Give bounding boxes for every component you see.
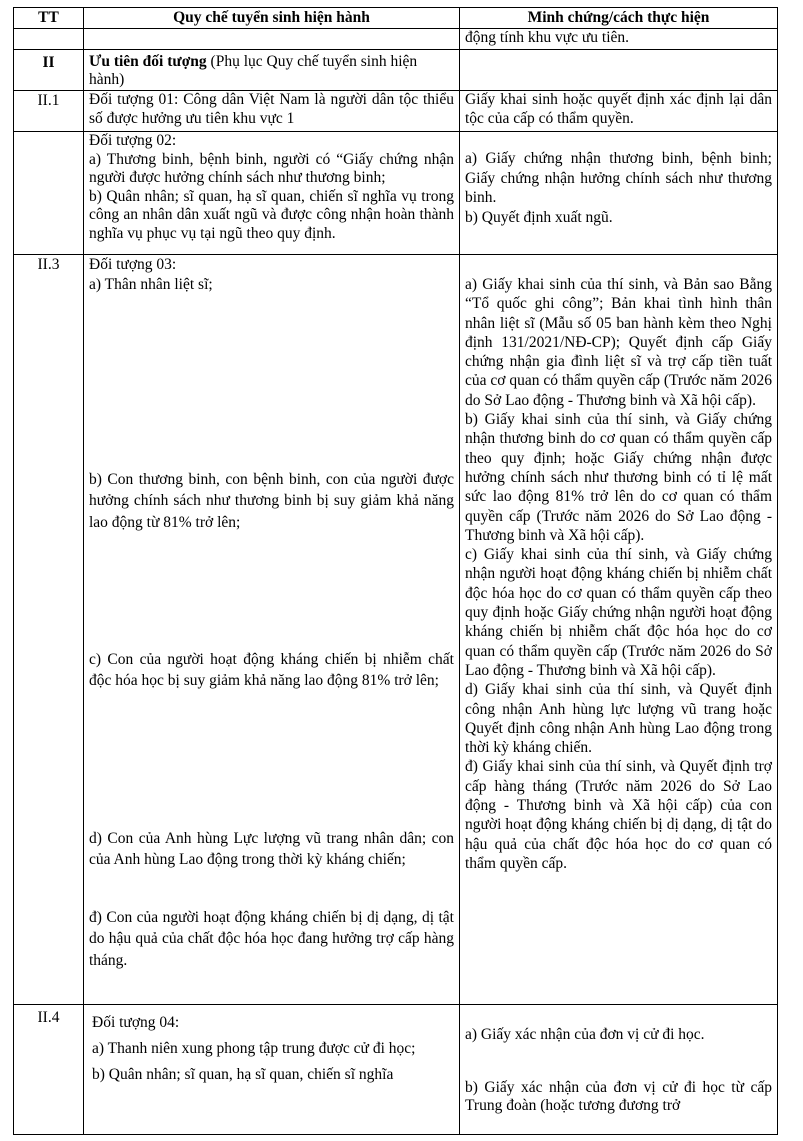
section-ii-title-rest: (Phụ lục Quy chế tuyển sinh hiện hành) (89, 53, 418, 88)
header-proof: Minh chứng/cách thực hiện (460, 8, 778, 29)
rule-ii1: Đối tượng 01: Công dân Việt Nam là người dân tộc thiểu số được hưởng ưu tiên khu vực 1 (84, 91, 460, 132)
header-rule: Quy chế tuyển sinh hiện hành (84, 8, 460, 29)
tt-ii: II (14, 50, 84, 91)
table-row-section-ii (14, 50, 778, 91)
table-row-ii4 (14, 1005, 778, 1135)
rule-ii4 (84, 1005, 460, 1135)
tt-ii2 (14, 132, 84, 255)
proof-ii4 (460, 1005, 778, 1135)
proof-continued: động tính khu vực ưu tiên. (460, 29, 778, 50)
proof-ii2-a: a) Giấy chứng nhận thương binh, bệnh binh; Giấy chứng nhận hưởng chính sách như thương binh. (465, 150, 772, 206)
table-row-ii1 (14, 91, 778, 132)
table-row-ii2 (14, 132, 778, 255)
tt-ii1: II.1 (14, 91, 84, 132)
rule-ii3-a: a) Thân nhân liệt sĩ; (89, 275, 213, 293)
proof-ii4-b: b) Giấy xác nhận của đơn vị cử đi học từ cấp Trung đoàn (hoặc tương đương trở (465, 1079, 772, 1114)
rule-ii2-a: a) Thương binh, bệnh binh, người có “Giấy chứng nhận người được hưởng chính sách như thương binh; (89, 150, 454, 187)
proof-ii3-d: d) Giấy khai sinh của thí sinh, và Quyết định công nhận Anh hùng lực lượng vũ trang hoặc Quyết định công nhận Anh hùng Lao động trong thời kỳ kháng chiến. (465, 681, 772, 757)
table-row-ii3 (14, 255, 778, 1005)
rule-ii3-dd: đ) Con của người hoạt động kháng chiến bị dị dạng, dị tật do hậu quả của chất độc hóa học đang hưởng trợ cấp hàng tháng. (89, 908, 454, 969)
section-ii-title-bold: Ưu tiên đối tượng (89, 53, 207, 70)
rule-ii2-b: b) Quân nhân; sĩ quan, hạ sĩ quan, chiến sĩ nghĩa vụ trong công an nhân dân xuất ngũ và được công nhận hoàn thành nghĩa vụ phục vụ tại ngũ theo quy định. (89, 187, 454, 242)
admission-priority-table (13, 7, 778, 1135)
rule-ii4-title: Đối tượng 04: (92, 1014, 180, 1031)
proof-ii3-b: b) Giấy khai sinh của thí sinh, và Giấy chứng nhận thương binh do cơ quan có thẩm quyền cấp theo quy định; hoặc Giấy chứng nhận được hưởng chính sách như thương binh có tỉ lệ mất sức lao động 81% trở lên do cơ quan có thẩm quyền cấp (Trước năm 2026 do Sở Lao động - Thương binh và Xã hội cấp). (465, 411, 772, 544)
section-ii-title (84, 50, 460, 91)
rule-ii2-title: Đối tượng 02: (89, 132, 177, 149)
rule-ii3 (84, 255, 460, 1005)
proof-ii1: Giấy khai sinh hoặc quyết định xác định lại dân tộc của cấp có thẩm quyền. (460, 91, 778, 132)
rule-ii4-b: b) Quân nhân; sĩ quan, hạ sĩ quan, chiến sĩ nghĩa (92, 1066, 394, 1083)
proof-ii4-a: a) Giấy xác nhận của đơn vị cử đi học. (465, 1026, 705, 1043)
proof-ii2 (460, 132, 778, 255)
rule-ii4-a: a) Thanh niên xung phong tập trung được cử đi học; (92, 1040, 416, 1057)
proof-ii3-a: a) Giấy khai sinh của thí sinh, và Bản sao Bằng “Tổ quốc ghi công”; Bản khai tình hình thân nhân liệt sĩ (Mẫu số 05 ban hành kèm theo Nghị định 131/2021/NĐ-CP); Quyết định cấp Giấy chứng nhận gia đình liệt sĩ và trợ cấp tiền tuất của cơ quan có thẩm quyền cấp (Trước năm 2026 do Sở Lao động - Thương binh và Xã hội cấp). (465, 276, 773, 409)
tt-ii3: II.3 (14, 255, 84, 1005)
table-header-row (14, 8, 778, 29)
rule-ii3-b: b) Con thương binh, con bệnh binh, con của người được hưởng chính sách như thương binh bị suy giảm khả năng lao động từ 81% trở lên; (89, 470, 454, 531)
proof-ii2-b: b) Quyết định xuất ngũ. (465, 208, 613, 226)
tt-ii4: II.4 (14, 1005, 84, 1135)
header-tt: TT (14, 8, 84, 29)
proof-ii3-c: c) Giấy khai sinh của thí sinh, và Giấy chứng nhận người hoạt động kháng chiến bị nhiễm chất độc hóa học do cơ quan có thẩm quyền cấp theo quy định hoặc Giấy chứng nhận người hoạt động kháng chiến bị nhiễm chất độc hóa học do cơ quan có thẩm quyền cấp (Trước năm 2026 do Sở Lao động - Thương binh và Xã hội cấp). (465, 546, 772, 679)
proof-ii3 (460, 255, 778, 1005)
proof-ii3-dd: đ) Giấy khai sinh của thí sinh, và Quyết định trợ cấp hàng tháng (Trước năm 2026 do Sở Lao động - Thương binh và Xã hội cấp) của con người hoạt động kháng chiến bị dị dạng, dị tật do hậu quả của chất độc hóa học do cơ quan có thẩm quyền cấp. (465, 758, 772, 872)
rule-ii2 (84, 132, 460, 255)
rule-ii3-c: c) Con của người hoạt động kháng chiến bị nhiễm chất độc hóa học bị suy giảm khả năng lao động 81% trở lên; (89, 650, 454, 690)
table-row-continued (14, 29, 778, 50)
rule-ii3-d: d) Con của Anh hùng Lực lượng vũ trang nhân dân; con của Anh hùng Lao động trong thời kỳ kháng chiến; (89, 829, 454, 869)
rule-ii3-title: Đối tượng 03: (89, 256, 177, 273)
